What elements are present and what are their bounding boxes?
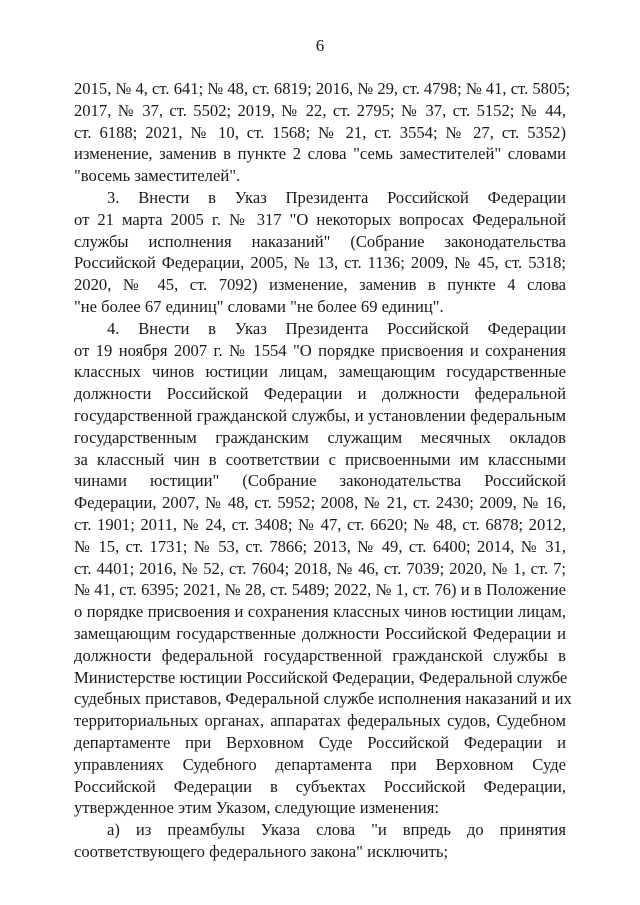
text-line: службы исполнения наказаний" (Собрание законодательства [74,231,566,251]
text-line: ст. 1901; 2011, № 24, ст. 3408; № 47, ст. 6620; № 48, ст. 6878; 2012, [74,514,566,534]
text-line: соответствующего федерального закона" исключить; [74,841,449,861]
text-line: за классный чин в соответствии с присвоенными им классными [74,449,566,469]
text-line: замещающим государственные должности Российской Федерации и [74,623,566,643]
text-line: от 21 марта 2005 г. № 317 "О некоторых вопросах Федеральной [74,209,566,229]
paragraph-item-4a [74,819,566,863]
text-line: судебных приставов, Федеральной службе исполнения наказаний и их [74,689,572,709]
paragraph-item-4 [74,318,572,819]
text-line: должности Российской Федерации и должности федеральной [74,384,566,404]
text-line: 2020, № 45, ст. 7092) изменение, заменив в пункте 4 слова [74,275,566,295]
text-line: а) из преамбулы Указа слова "и впредь до принятия [107,820,566,840]
text-line: 2015, № 4, ст. 641; № 48, ст. 6819; 2016, № 29, ст. 4798; № 41, ст. 5805; [74,79,571,98]
text-line: от 19 ноября 2007 г. № 1554 "О порядке присвоения и сохранения [74,340,566,360]
text-line: Федерации, 2007, № 48, ст. 5952; 2008, № 21, ст. 2430; 2009, № 16, [74,493,566,513]
text-line: № 41, ст. 6395; 2021, № 28, ст. 5489; 2022, № 1, ст. 76) и в Положение [74,580,566,600]
paragraph-continuation [74,78,571,187]
text-line: ст. 6188; 2021, № 10, ст. 1568; № 21, ст. 3554; № 27, ст. 5352) [74,122,566,142]
text-line: "не более 67 единиц" словами "не более 69 единиц". [74,296,444,316]
text-line: Министерстве юстиции Российской Федерации, Федеральной службе [74,667,568,687]
page-number: 6 [315,36,325,55]
text-line: Российской Федерации в субъектах Российской Федерации, [74,776,566,796]
text-line: 4. Внести в Указ Президента Российской Федерации [107,318,566,338]
text-line: управлениях Судебного департамента при Верховном Суде [74,754,566,774]
text-line: 3. Внести в Указ Президента Российской Федерации [107,187,566,207]
text-line: "восемь заместителей". [74,166,241,186]
text-line: чинами юстиции" (Собрание законодательства Российской [74,471,566,491]
text-line: Российской Федерации, 2005, № 13, ст. 1136; 2009, № 45, ст. 5318; [74,253,566,273]
paragraph-item-3 [74,187,566,318]
text-line: государственной гражданской службы, и установлении федеральным [74,405,566,425]
text-line: государственным гражданским служащим месячных окладов [74,427,566,447]
text-line: территориальных органах, аппаратах федеральных судов, Судебном [74,711,566,731]
text-line: департаменте при Верховном Суде Российской Федерации и [74,732,566,752]
text-line: должности федеральной государственной гражданской службы в [74,645,566,665]
text-line: ст. 4401; 2016, № 52, ст. 7604; 2018, № 46, ст. 7039; 2020, № 1, ст. 7; [74,558,566,578]
text-line: изменение, заменив в пункте 2 слова "семь заместителей" словами [74,144,566,164]
text-line: 2017, № 37, ст. 5502; 2019, № 22, ст. 2795; № 37, ст. 5152; № 44, [74,100,566,120]
document-body [74,78,572,863]
text-line: № 15, ст. 1731; № 53, ст. 7866; 2013, № 49, ст. 6400; 2014, № 31, [74,536,566,556]
text-line: утвержденное этим Указом, следующие изменения: [74,798,440,818]
text-line: о порядке присвоения и сохранения классных чинов юстиции лицам, [74,602,566,622]
text-line: классных чинов юстиции лицам, замещающим государственные [74,362,566,382]
